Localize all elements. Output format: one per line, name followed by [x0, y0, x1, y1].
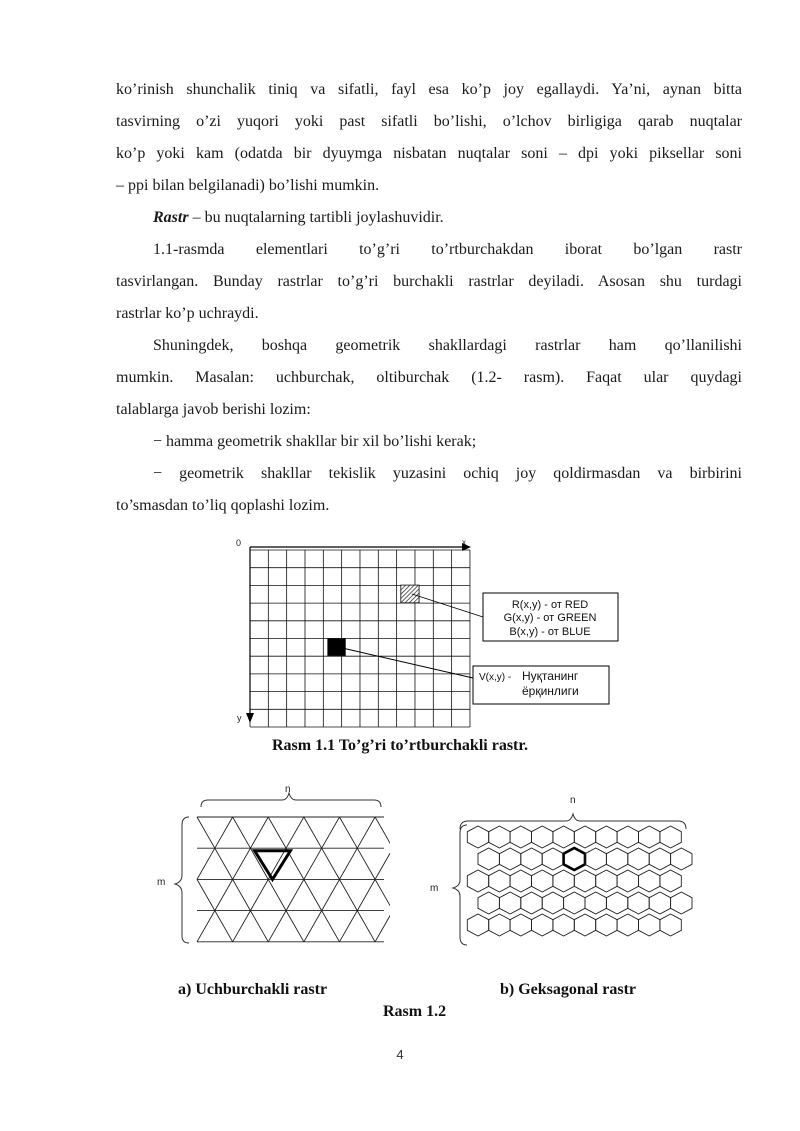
hexagon-cell — [596, 870, 617, 892]
rgb-label-blue: B(x,y) - от BLUE — [509, 626, 591, 638]
n-label: n — [285, 785, 291, 795]
hexagon-cell — [532, 870, 553, 892]
hexagon-cell — [660, 870, 681, 892]
triangle-edge — [197, 817, 215, 848]
triangle-edge — [357, 848, 375, 879]
hexagon-cell — [606, 892, 627, 914]
hexagon-cell — [542, 892, 563, 914]
rectangular-grid — [250, 550, 470, 727]
triangular-grid — [197, 817, 390, 942]
paragraph-2 — [116, 202, 742, 234]
hexagon-cell — [649, 892, 670, 914]
triangle-edge — [250, 911, 268, 942]
figure-1-2b-caption: b) Geksagonal rastr — [500, 981, 636, 998]
triangle-edge — [268, 911, 286, 942]
triangle-edge — [233, 848, 251, 879]
hexagon-cell — [467, 914, 488, 936]
hexagon-cell — [671, 848, 692, 870]
triangle-edge — [197, 848, 215, 879]
hexagon-cell — [489, 870, 510, 892]
paragraph-1-line-4: – ppi bilan belgilanadi) bo’lishi mumkin. — [116, 177, 380, 194]
paragraph-3-line-1: 1.1-rasmda elementlari to’g’ri to’rtburchakdan iborat bo’lgan rastr — [153, 241, 742, 258]
paragraph-3-line-2: tasvirlangan. Bunday rastrlar to’g’ri burchakli rastrlar deyiladi. Asosan shu turdagi — [116, 273, 742, 290]
triangle-edge — [250, 817, 268, 848]
hexagon-cell — [489, 914, 510, 936]
triangle-edge — [197, 911, 215, 942]
triangle-edge — [304, 848, 322, 879]
triangle-edge — [250, 848, 268, 879]
hexagon-cell — [510, 826, 531, 848]
n-brace — [460, 814, 686, 829]
hexagon-cell — [553, 870, 574, 892]
triangle-edge — [215, 848, 233, 879]
triangle-edge — [268, 817, 286, 848]
hexagon-cell — [521, 892, 542, 914]
triangle-edge — [233, 879, 251, 910]
triangle-edge — [375, 848, 390, 879]
paragraph-1-line-3: ko’p yoki kam (odatda bir dyuymga nisbatan nuqtalar soni – dpi yoki piksellar soni — [116, 145, 742, 162]
hexagon-cell — [542, 848, 563, 870]
bullet-2-line-2: to’smasdan to’liq qoplashi lozim. — [116, 497, 330, 514]
paragraph-3-line-3: rastrlar ko’p uchraydi. — [116, 305, 259, 322]
triangle-edge — [339, 848, 357, 879]
triangle-edge — [322, 817, 340, 848]
figure-1-2-hexagonal-raster — [420, 785, 700, 960]
hexagon-cell — [574, 914, 595, 936]
hexagon-cell — [553, 914, 574, 936]
hexagon-cell — [596, 914, 617, 936]
n-label: n — [570, 795, 576, 806]
body-text — [116, 74, 742, 522]
term-rastr: Rastr — [153, 209, 189, 226]
hexagon-cell — [532, 914, 553, 936]
x-axis-label: x — [462, 538, 466, 547]
figure-1-2a-caption: a) Uchburchakli rastr — [178, 981, 328, 998]
bullet-1: − hamma geometrik shakllar bir xil bo’lishi kerak; — [153, 433, 477, 450]
triangle-edge — [339, 911, 357, 942]
triangle-edge — [233, 911, 251, 942]
hexagon-cell — [606, 848, 627, 870]
triangle-edge — [339, 879, 357, 910]
hexagon-cell — [585, 892, 606, 914]
hexagon-cell — [628, 848, 649, 870]
hexagon-cell — [660, 914, 681, 936]
figure-1-2-triangular-raster — [150, 785, 390, 960]
hexagon-cell — [499, 892, 520, 914]
brightness-label-line-2: ёрқинлиги — [522, 684, 579, 698]
figure-1-1-caption: Rasm 1.1 To’g’ri to’rtburchakli rastr. — [272, 737, 528, 754]
page-number: 4 — [396, 1047, 404, 1062]
hexagon-cell — [596, 826, 617, 848]
hexagon-cell — [553, 826, 574, 848]
m-brace — [453, 825, 467, 945]
hexagon-cell — [628, 892, 649, 914]
paragraph-1-line-2: tasvirning o’zi yuqori yoki past sifatli bo’lishi, o’lchov birligiga qarab nuqtalar — [116, 113, 742, 130]
hexagon-cell — [467, 826, 488, 848]
triangle-edge — [357, 879, 375, 910]
hatched-pixel — [401, 585, 419, 603]
hexagon-cell — [649, 848, 670, 870]
rgb-label-green: G(x,y) - от GREEN — [503, 612, 597, 624]
black-pixel — [327, 638, 345, 656]
triangle-edge — [286, 879, 304, 910]
y-axis-arrow — [246, 713, 254, 723]
triangle-edge — [322, 848, 340, 879]
triangle-edge — [375, 879, 390, 910]
paragraph-4-line-2: mumkin. Masalan: uchburchak, oltiburchak (1.2- rasm). Faqat ular quydagi — [116, 369, 742, 386]
hexagon-cell — [478, 848, 499, 870]
highlighted-hexagon — [564, 848, 585, 870]
paragraph-1-line-1: ko’rinish shunchalik tiniq va sifatli, fayl esa ko’p joy egallaydi. Ya’ni, aynan bitta — [116, 81, 742, 98]
hexagon-cell — [499, 848, 520, 870]
hexagonal-grid — [467, 826, 692, 936]
triangle-edge — [322, 911, 340, 942]
rgb-label-red: R(x,y) - от RED — [511, 599, 589, 611]
triangle-edge — [286, 911, 304, 942]
hexagon-cell — [617, 870, 638, 892]
hexagon-cell — [639, 914, 660, 936]
hexagon-cell — [564, 892, 585, 914]
triangle-edge — [233, 817, 251, 848]
pointer-line-v — [338, 647, 473, 678]
hexagon-cell — [617, 914, 638, 936]
hexagon-cell — [510, 914, 531, 936]
m-label: m — [430, 883, 439, 894]
hexagon-cell — [478, 892, 499, 914]
triangle-edge — [322, 879, 340, 910]
triangle-edge — [215, 879, 233, 910]
hexagon-cell — [532, 826, 553, 848]
brightness-label-line-1: Нуқтанинг — [522, 669, 579, 683]
hexagon-cell — [639, 826, 660, 848]
hexagon-cell — [585, 848, 606, 870]
triangle-edge — [197, 879, 215, 910]
triangle-edge — [375, 817, 390, 848]
triangle-edge — [268, 879, 286, 910]
pointer-line-rgb — [412, 594, 483, 617]
hexagon-cell — [510, 870, 531, 892]
brightness-label-prefix: V(x,y) - — [479, 672, 512, 683]
paragraph-4-line-1: Shuningdek, boshqa geometrik shakllardagi rastrlar ham qo’llanilishi — [153, 337, 742, 354]
hexagon-cell — [521, 848, 542, 870]
hexagon-cell — [639, 870, 660, 892]
hexagon-cell — [671, 892, 692, 914]
triangle-edge — [357, 817, 375, 848]
bullet-2-line-1: − geometrik shakllar tekislik yuzasini ochiq joy qoldirmasdan va birbirini — [153, 465, 742, 482]
triangle-edge — [215, 817, 233, 848]
y-axis-label: y — [237, 713, 242, 723]
paragraph-4-line-3: talablarga javob berishi lozim: — [116, 401, 311, 418]
hexagon-cell — [574, 870, 595, 892]
triangle-edge — [375, 911, 390, 942]
term-definition: – bu nuqtalarning tartibli joylashuvidir. — [188, 209, 444, 226]
triangle-edge — [286, 817, 304, 848]
triangle-edge — [215, 911, 233, 942]
n-brace — [201, 793, 381, 807]
hexagon-cell — [467, 870, 488, 892]
m-brace — [175, 817, 189, 943]
hexagon-cell — [574, 826, 595, 848]
triangle-edge — [339, 817, 357, 848]
triangle-edge — [357, 911, 375, 942]
triangle-edge — [304, 911, 322, 942]
triangle-edge — [304, 817, 322, 848]
hexagon-cell — [489, 826, 510, 848]
figure-1-2-caption: Rasm 1.2 — [383, 1003, 447, 1020]
hexagon-cell — [660, 826, 681, 848]
triangle-edge — [250, 879, 268, 910]
hexagon-cell — [617, 826, 638, 848]
triangle-edge — [304, 879, 322, 910]
m-label: m — [157, 877, 166, 888]
figure-1-1-rectangular-raster — [225, 532, 625, 732]
origin-label: 0 — [236, 538, 242, 548]
